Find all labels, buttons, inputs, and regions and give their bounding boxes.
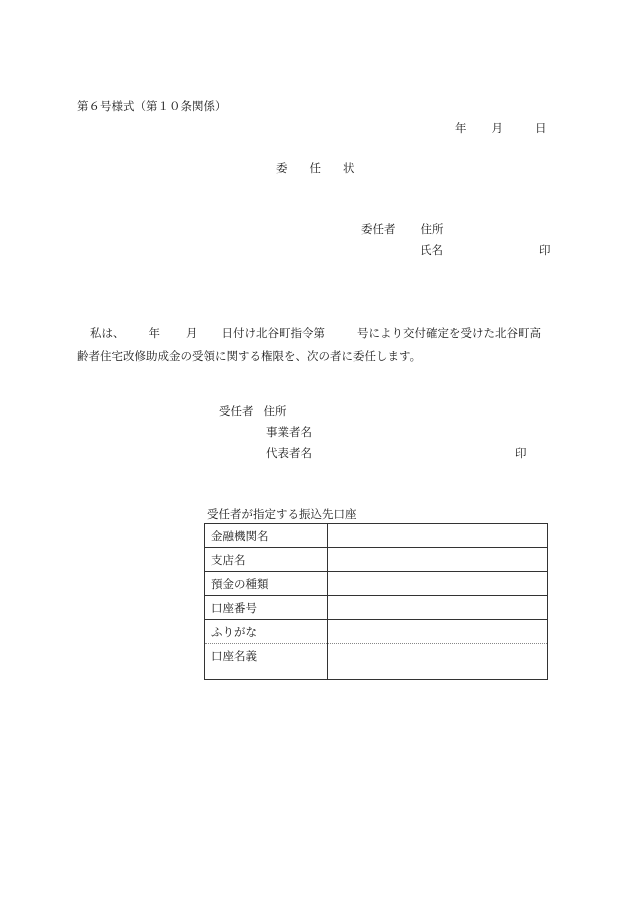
date-line <box>455 123 547 135</box>
form-number: 第６号様式（第１０条関係） <box>77 99 227 113</box>
statement-part3: 号により交付確定を受けた北谷町高齢者住宅改修助成金の受領に関する権限を、次の者に委任します。 <box>77 326 541 363</box>
account-number-field[interactable] <box>328 596 548 620</box>
document-title <box>276 163 355 175</box>
statement-year: 年 <box>148 326 160 340</box>
date-day-label: 日 <box>535 121 547 135</box>
branch-name-label: 支店名 <box>205 548 328 572</box>
account-holder-label: 口座名義 <box>205 644 328 680</box>
delegate-business-label: 事業者名 <box>266 425 312 439</box>
statement-month: 月 <box>186 326 198 340</box>
delegate-label: 受任者 <box>219 404 254 418</box>
delegation-statement <box>77 322 551 368</box>
table-row <box>205 524 548 548</box>
delegate-representative-label: 代表者名 <box>266 446 312 460</box>
delegator-label: 委任者 <box>361 222 396 236</box>
delegator-seal-mark: 印 <box>539 243 551 257</box>
title-char-3: 状 <box>343 161 355 175</box>
title-char-1: 委 <box>276 161 288 175</box>
bank-name-label: 金融機関名 <box>205 524 328 548</box>
table-row <box>205 548 548 572</box>
table-row <box>205 620 548 644</box>
furigana-label: ふりがな <box>205 620 328 644</box>
date-year-label: 年 <box>455 121 467 135</box>
delegate-address-label: 住所 <box>263 404 287 418</box>
furigana-field[interactable] <box>328 620 548 644</box>
delegate-seal-mark: 印 <box>515 446 527 460</box>
delegator-address-label: 住所 <box>420 222 444 236</box>
table-row <box>205 572 548 596</box>
title-char-2: 任 <box>309 161 321 175</box>
deposit-type-label: 預金の種類 <box>205 572 328 596</box>
delegator-block <box>361 224 444 236</box>
bank-caption: 受任者が指定する振込先口座 <box>207 507 357 521</box>
table-row <box>205 596 548 620</box>
delegator-name-label: 氏名 <box>420 243 443 257</box>
table-row <box>205 644 548 680</box>
statement-part2: 日付け北谷町指令第 <box>221 326 325 340</box>
bank-account-table <box>204 523 548 680</box>
account-number-label: 口座番号 <box>205 596 328 620</box>
bank-name-field[interactable] <box>328 524 548 548</box>
statement-part1: 私は、 <box>90 326 125 340</box>
branch-name-field[interactable] <box>328 548 548 572</box>
date-month-label: 月 <box>491 121 503 135</box>
account-holder-field[interactable] <box>328 644 548 680</box>
delegate-block <box>219 406 287 418</box>
deposit-type-field[interactable] <box>328 572 548 596</box>
